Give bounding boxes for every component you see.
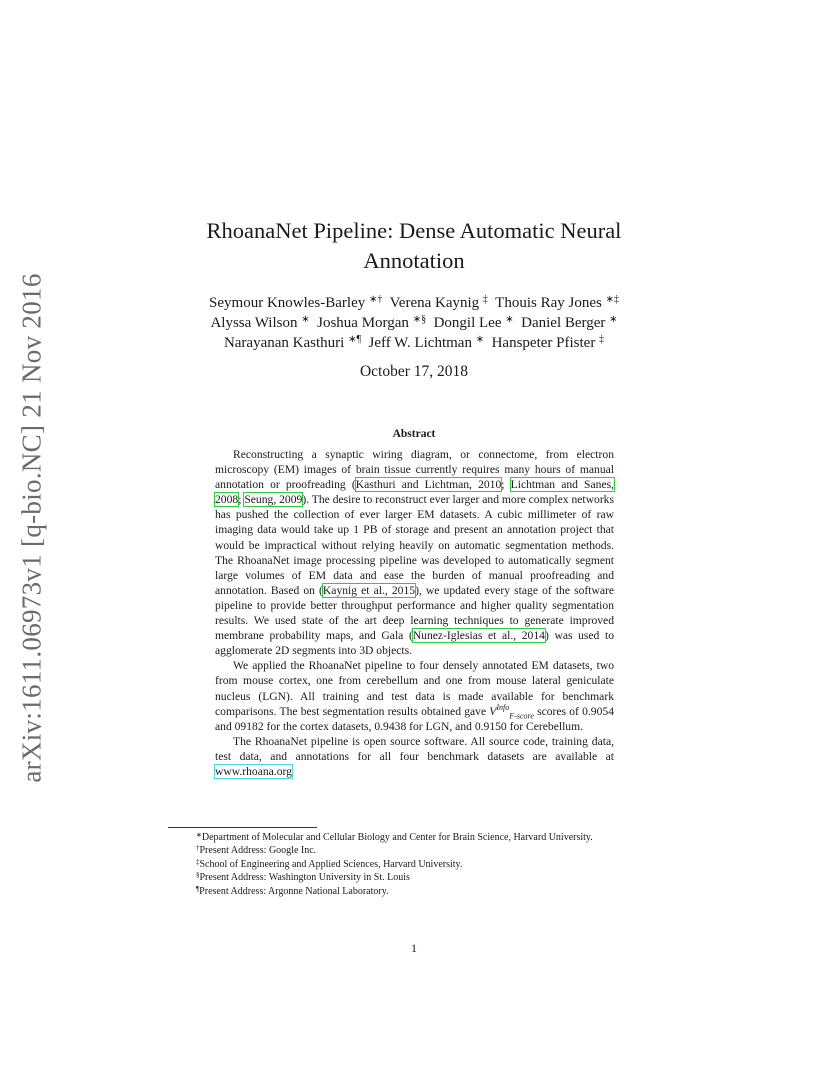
citation-link[interactable]: Kaynig et al., 2015 bbox=[322, 583, 416, 597]
author-name: Joshua Morgan bbox=[317, 315, 409, 331]
footnote-4 bbox=[168, 871, 608, 884]
v-superscript: Info bbox=[496, 702, 510, 712]
footnote-text: Present Address: Argonne National Laboratory. bbox=[199, 885, 389, 897]
abstract-paragraph-2 bbox=[215, 658, 614, 733]
author-line-3 bbox=[160, 333, 668, 353]
citation-link[interactable]: Nunez-Iglesias et al., 2014 bbox=[412, 629, 545, 643]
abstract-text: ; bbox=[501, 478, 511, 492]
author-name: Seymour Knowles-Barley bbox=[209, 295, 366, 311]
author-mark: ∗ bbox=[475, 334, 485, 345]
footnote-text: Present Address: Google Inc. bbox=[199, 845, 317, 857]
abstract-text: The RhoanaNet pipeline is open source software. All source code, training data, test data, and annotations for all four benchmark datasets are available at bbox=[215, 734, 614, 763]
author-name: Narayanan Kasthuri bbox=[223, 335, 345, 351]
abstract-text: ), we updated every stage of the software pipeline to provide better throughput performance and higher quality segmentation results. We used state of the art deep learning techniques to generate improved membrane probability maps, and Gala ( bbox=[215, 583, 615, 643]
publication-date: October 17, 2018 bbox=[359, 363, 469, 380]
abstract-text: ; bbox=[238, 493, 245, 507]
abstract-text: Reconstructing a synaptic wiring diagram, or connectome, from electron microscopy (EM) images of brain tissue currently requires many hours of manual annotation or proofreading ( bbox=[215, 448, 614, 492]
author-mark: ∗ bbox=[609, 314, 618, 325]
footnote-mark: ¶ bbox=[196, 884, 200, 893]
author-name: Jeff W. Lichtman bbox=[368, 335, 472, 351]
author-mark: ∗ bbox=[505, 314, 514, 325]
author-name: Verena Kaynig bbox=[389, 295, 480, 311]
footnotes bbox=[168, 831, 608, 898]
author-name: Daniel Berger bbox=[521, 315, 606, 331]
author-mark: ‡ bbox=[599, 334, 605, 345]
abstract-paragraph-3 bbox=[215, 734, 614, 779]
footnote-text: School of Engineering and Applied Sciences, Harvard University. bbox=[199, 858, 463, 870]
footnote-mark: † bbox=[196, 844, 200, 853]
citation-link[interactable]: Lichtman and Sanes, 2008 bbox=[215, 478, 615, 507]
v-info-fscore-symbol bbox=[489, 702, 534, 720]
footnote-text: Present Address: Washington University in St. Louis bbox=[199, 872, 410, 884]
author-mark: ‡ bbox=[482, 294, 488, 305]
footnote-1 bbox=[168, 831, 608, 844]
abstract-body bbox=[215, 447, 614, 779]
author-mark: ∗‡ bbox=[605, 294, 619, 305]
citation-link[interactable]: Seung, 2009 bbox=[244, 493, 303, 507]
author-line-2 bbox=[160, 313, 668, 333]
footnote-2 bbox=[168, 844, 608, 857]
author-name: Hanspeter Pfister bbox=[491, 335, 596, 351]
footnote-divider bbox=[168, 827, 317, 828]
abstract-text: scores of 0.9054 and 09182 for the cortex datasets, 0.9438 for LGN, and 0.9150 for Cerebellum. bbox=[215, 704, 614, 733]
author-name: Dongil Lee bbox=[433, 315, 502, 331]
v-base: V bbox=[489, 704, 497, 718]
author-mark: ∗† bbox=[369, 294, 383, 305]
abstract-text: ) was used to agglomerate 2D segments into 3D objects. bbox=[215, 629, 614, 658]
v-subscript: F-score bbox=[509, 710, 534, 720]
footnote-mark: § bbox=[196, 871, 200, 880]
author-list bbox=[160, 293, 668, 353]
author-line-1 bbox=[160, 293, 668, 313]
abstract-heading: Abstract bbox=[392, 428, 436, 440]
abstract-text: ). The desire to reconstruct ever larger and more complex networks has pushed the collection of ever larger EM datasets. A cubic millimeter of raw imaging data would take up 1 PB of storage and present an annotation project that would be impractical without relying heavily on automatic segmentation methods. The RhoanaNet image processing pipeline was developed to automatically segment large volumes of EM data and ease the burden of manual proofreading and annotation. Based on ( bbox=[215, 493, 614, 597]
arxiv-sidebar bbox=[12, 265, 52, 791]
arxiv-identifier: arXiv:1611.06973v1 [q-bio.NC] 21 Nov 2016 bbox=[16, 273, 47, 783]
abstract-text: We applied the RhoanaNet pipeline to four densely annotated EM datasets, two from mouse cortex, one from cerebellum and one from mouse lateral geniculate nucleus (LGN). All training and test data is made available for benchmark comparisons. The best segmentation results obtained gave bbox=[215, 659, 614, 718]
abstract-paragraph-1 bbox=[215, 447, 614, 658]
author-mark: ∗¶ bbox=[348, 334, 361, 345]
footnote-3 bbox=[168, 858, 608, 871]
author-mark: ∗ bbox=[301, 314, 310, 325]
citation-link[interactable]: Kasthuri and Lichtman, 2010 bbox=[355, 478, 502, 492]
author-name: Thouis Ray Jones bbox=[495, 295, 602, 311]
author-name: Alyssa Wilson bbox=[210, 315, 298, 331]
footnote-mark: ∗ bbox=[196, 831, 202, 839]
footnote-5 bbox=[168, 885, 608, 898]
paper-title: RhoanaNet Pipeline: Dense Automatic Neural Annotation bbox=[206, 218, 622, 273]
page-number: 1 bbox=[411, 941, 417, 955]
author-mark: ∗§ bbox=[412, 314, 427, 325]
rhoana-url-link[interactable]: www.rhoana.org bbox=[215, 764, 292, 778]
footnote-text: Department of Molecular and Cellular Biology and Center for Brain Science, Harvard University. bbox=[201, 832, 593, 843]
footnote-mark: ‡ bbox=[196, 857, 200, 866]
